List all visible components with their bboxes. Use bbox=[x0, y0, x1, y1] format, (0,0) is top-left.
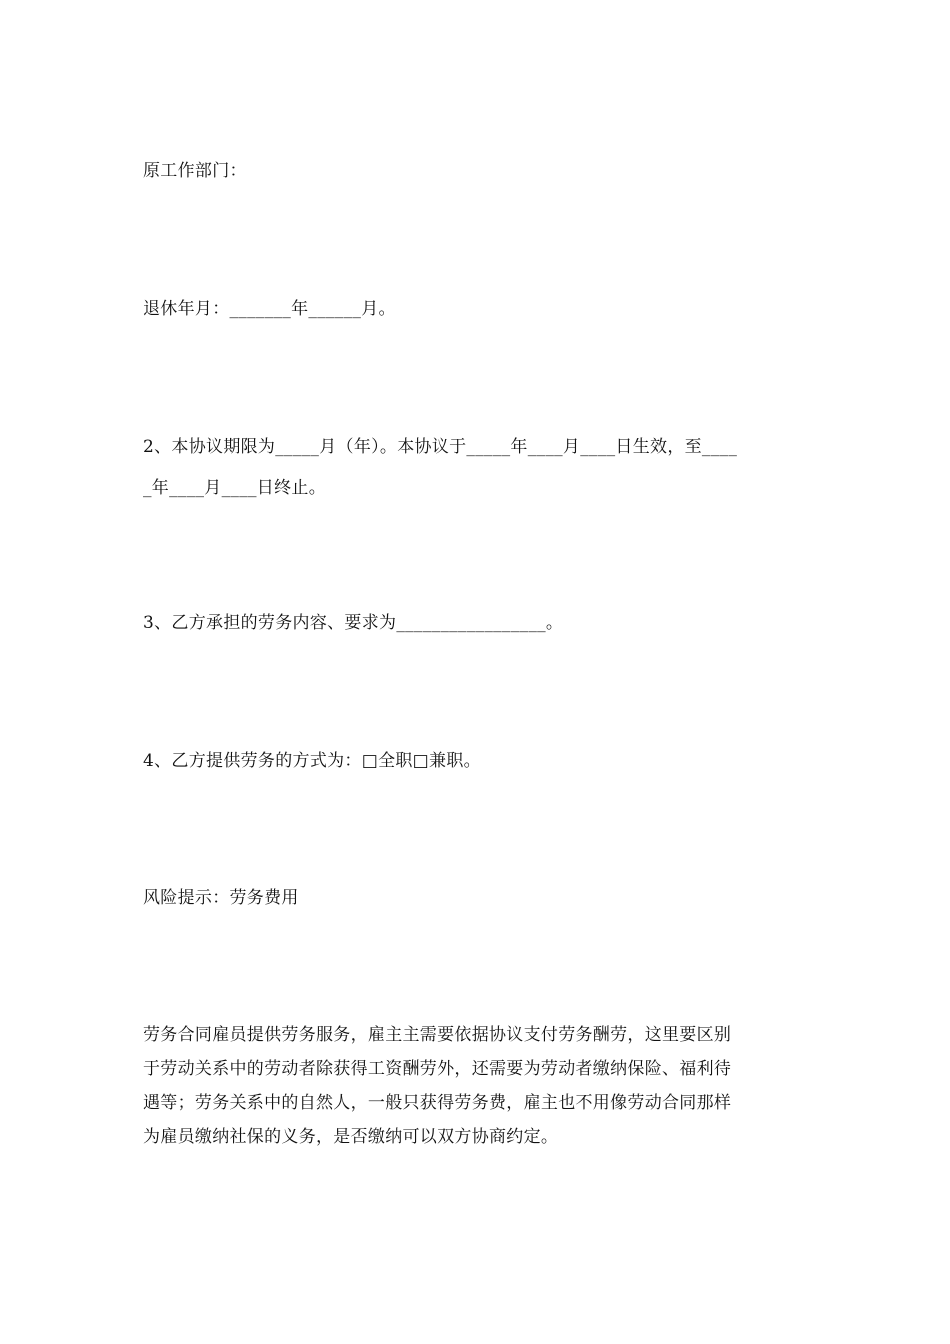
original-department-field: 原工作部门： bbox=[143, 161, 247, 181]
risk-body-line: 于劳动关系中的劳动者除获得工资酬劳外，还需要为劳动者缴纳保险、福利待 bbox=[143, 1059, 732, 1079]
risk-body-line: 劳务合同雇员提供劳务服务，雇主主需要依据协议支付劳务酬劳，这里要区别 bbox=[143, 1025, 732, 1045]
risk-body-paragraph bbox=[143, 1024, 823, 1160]
risk-body-line: 为雇员缴纳社保的义务，是否缴纳可以双方协商约定。 bbox=[143, 1127, 559, 1147]
retirement-date-field: 退休年月：_______年______月。 bbox=[143, 299, 396, 319]
clause-4: 4、乙方提供劳务的方式为：□全职□兼职。 bbox=[143, 751, 481, 771]
clause-2-line-1: 2、本协议期限为_____月（年）。本协议于_____年____月____日生效，至____ bbox=[143, 437, 738, 457]
risk-body-line: 遇等；劳务关系中的自然人，一般只获得劳务费，雇主也不用像劳动合同那样 bbox=[143, 1093, 732, 1113]
clause-3: 3、乙方承担的劳务内容、要求为_________________。 bbox=[143, 613, 564, 633]
clause-2-line-2: _年____月____日终止。 bbox=[143, 478, 326, 498]
risk-heading: 风险提示：劳务费用 bbox=[143, 888, 299, 908]
